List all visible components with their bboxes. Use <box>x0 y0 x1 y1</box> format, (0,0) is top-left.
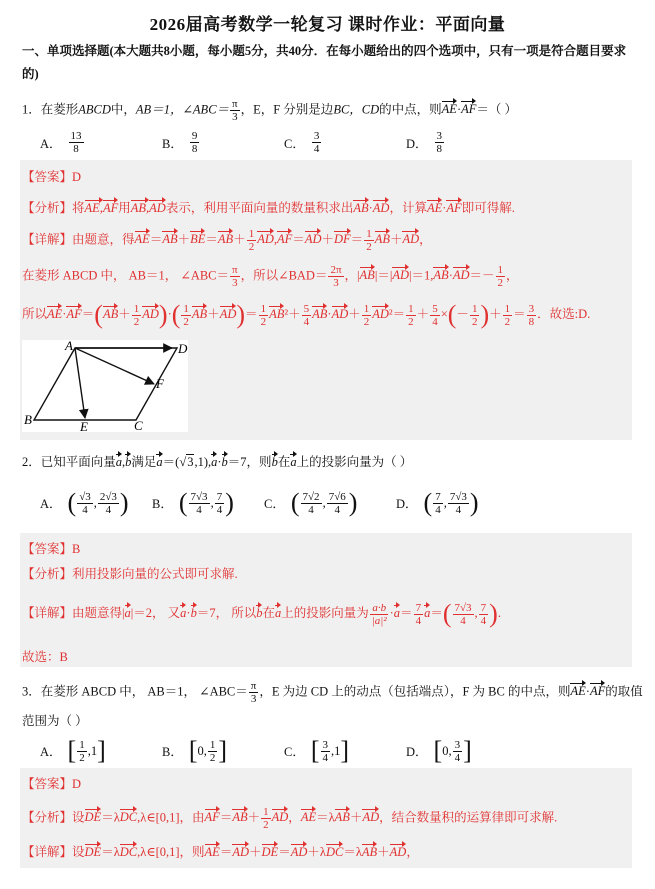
label-c: C <box>134 418 143 432</box>
option-d[interactable]: D． ( $\frac{7}{4}$ , $\frac{7√3}{4}$ ) <box>396 488 479 517</box>
q3-answer: 【答案】D <box>22 777 82 791</box>
q3-detail: 【详解】设DE＝λDC,λ∈[0,1]，则AE＝AD＋DE＝AD＋λDC＝λAB＋AD， <box>22 845 419 859</box>
question-2-options <box>40 488 620 518</box>
option-d[interactable]: D． $\frac{3}{8}$ <box>406 130 443 155</box>
question-2-stem: 2．已知平面向量a,b满足a＝(√3,1),a·b＝7，则b在a上的投影向量为（ ） <box>22 455 413 469</box>
label-b: B <box>24 412 32 427</box>
page-title: 2026届高考数学一轮复习 课时作业：平面向量 <box>149 15 506 34</box>
option-c[interactable]: C． $\frac{3}{4}$ <box>284 130 320 155</box>
q1-detail-line1: 【详解】由题意，得AE＝AB＋BE＝AB＋ $\frac{1}{2}$ AD,AF＝AD＋DF＝ $\frac{1}{2}$ AB＋AD， <box>22 228 432 253</box>
question-1-stem: 1．在菱形ABCD中，AB＝1，∠ABC＝ $\frac{\pi}{3}$ ，E，F 分别是边BC，CD的中点，则AE·AF＝（ ） <box>22 98 518 123</box>
option-b[interactable]: B． $\frac{9}{8}$ <box>162 130 198 155</box>
q1-detail-line3: 所以AE·AF＝(AB＋ $\frac{1}{2}$ AD)·( $\frac{1}{2}$ AB＋AD)＝ $\frac{1}{2}$ AB²＋ $\frac{5}{4}$ AB·AD＋ $\frac{1}{2}$ AD²＝ $\frac{1}{2}$ ＋ $\frac{5}{4}$ ×(－ $\frac{1}{2}$ )＋ $\frac{1}{2}$ ＝ $\frac{3}{8}$ ．故选:D. <box>22 300 591 329</box>
option-c[interactable]: C． [ $\frac{3}{4}$ , 1 ] <box>284 736 350 765</box>
question-1-options <box>40 130 620 155</box>
option-a[interactable]: A． ( $\frac{√3}{4}$ , $\frac{2√3}{4}$ ) <box>40 488 129 517</box>
section-header: 一、单项选择题(本大题共8小题，每小题5分，共40分．在每小题给出的四个选项中，只有一项是符合题目要求的) <box>22 44 627 81</box>
label-d: D <box>178 341 188 356</box>
question-3-solution <box>20 768 632 868</box>
question-3-options <box>40 736 620 766</box>
q2-conclusion: 故选：B <box>22 650 68 664</box>
label-a: A <box>65 340 73 353</box>
option-a[interactable]: A． [ $\frac{1}{2}$ , 1 ] <box>40 736 106 765</box>
label-e: E <box>80 419 88 432</box>
rhombus-figure <box>22 340 188 432</box>
option-a[interactable]: A． $\frac{13}{8}$ <box>40 130 82 155</box>
question-2-solution <box>20 533 632 667</box>
question-3-stem-line1: 3．在菱形 ABCD 中， AB＝1， ∠ABC＝ $\frac{\pi}{3}$ ，E 为边 CD 上的动点（包括端点），F 为 BC 的中点，则AE·AF的取值 <box>22 680 643 705</box>
q1-detail-line2: 在菱形 ABCD 中， AB＝1， ∠ABC＝ $\frac{\pi}{3}$ ，所以∠BAD＝ $\frac{2\pi}{3}$ ，|AB|＝|AD|＝1,AB·AD＝－ $\frac{1}{2}$ ， <box>22 264 519 289</box>
option-c[interactable]: C． ( $\frac{7√2}{4}$ , $\frac{7√6}{4}$ ) <box>264 488 358 517</box>
option-b[interactable]: B． [ 0 , $\frac{1}{2}$ ] <box>162 736 228 765</box>
q2-detail: 【详解】由题意得|a|＝2， 又a·b＝7， 所以b在a上的投影向量为 $\frac{a\cdot b}{\text{|a|²}}$ ·a＝ $\frac{7}{4}$ a＝( $\frac{7√3}{4}$ , $\frac{7}{4}$ ). <box>22 599 501 628</box>
q3-analysis: 【分析】设DE＝λDC,λ∈[0,1]，由AF＝AB＋ $\frac{1}{2}$ AD，AE＝λAB＋AD，结合数量积的运算律即可求解. <box>22 806 558 831</box>
q2-analysis: 【分析】利用投影向量的公式即可求解. <box>22 567 238 581</box>
label-f: F <box>156 376 164 391</box>
q2-answer: 【答案】B <box>22 542 81 556</box>
option-b[interactable]: B． ( $\frac{7√3}{4}$ , $\frac{7}{4}$ ) <box>152 488 234 517</box>
option-d[interactable]: D． [ 0 , $\frac{3}{4}$ ] <box>406 736 472 765</box>
q1-analysis: 【分析】将AE,AF用AB,AD表示，利用平面向量的数量积求出AB·AD，计算AE·AF即可得解. <box>22 201 515 215</box>
q1-answer: 【答案】D <box>22 170 82 184</box>
question-3-stem-line2: 范围为（ ） <box>22 714 88 728</box>
